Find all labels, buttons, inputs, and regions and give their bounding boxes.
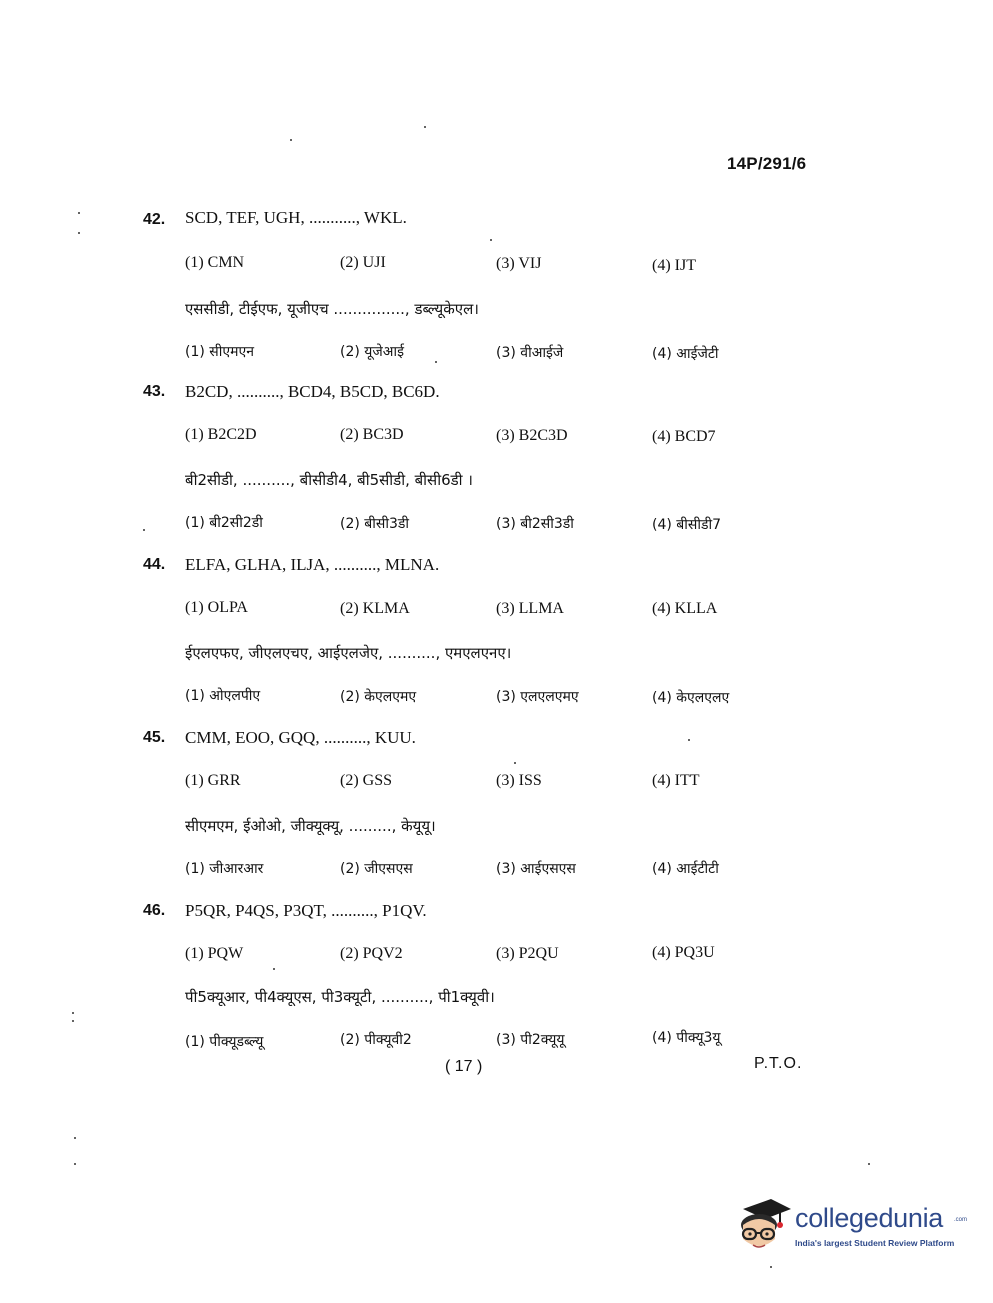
question-text-hindi: एससीडी, टीईएफ, यूजीएच ..............., डब्ल्यूकेएल। bbox=[185, 300, 479, 318]
option-1: (1) GRR bbox=[185, 772, 241, 789]
hindi-option-2: (2) पीक्यूवी2 bbox=[340, 1032, 412, 1048]
question-text: ELFA, GLHA, ILJA, .........., MLNA. bbox=[185, 555, 440, 574]
hindi-option-1: (1) पीक्यूडब्ल्यू bbox=[185, 1034, 264, 1050]
hindi-option-3: (3) वीआईजे bbox=[496, 345, 564, 361]
scan-speck bbox=[74, 1137, 76, 1139]
hindi-option-2: (2) यूजेआई bbox=[340, 344, 404, 360]
option-2: (2) KLMA bbox=[340, 600, 410, 617]
option-4: (4) IJT bbox=[652, 257, 696, 274]
option-3: (3) P2QU bbox=[496, 945, 559, 962]
question-text: P5QR, P4QS, P3QT, .........., P1QV. bbox=[185, 901, 427, 920]
scan-speck bbox=[74, 1163, 76, 1165]
question-number: 44. bbox=[143, 556, 166, 573]
question-number: 42. bbox=[143, 211, 166, 228]
option-2: (2) BC3D bbox=[340, 426, 404, 443]
scan-speck bbox=[78, 212, 80, 214]
hindi-option-1: (1) सीएमएन bbox=[185, 344, 254, 360]
scan-speck bbox=[424, 126, 426, 128]
pto-label: P.T.O. bbox=[754, 1055, 803, 1072]
question-number: 46. bbox=[143, 902, 166, 919]
question-number: 43. bbox=[143, 383, 166, 400]
mascot-icon bbox=[735, 1195, 793, 1257]
scan-speck bbox=[868, 1163, 870, 1165]
hindi-option-3: (3) बी2सी3डी bbox=[496, 516, 574, 532]
option-3: (3) B2C3D bbox=[496, 427, 568, 444]
logo-suffix: .com bbox=[954, 1217, 968, 1223]
hindi-option-2: (2) बीसी3डी bbox=[340, 516, 410, 532]
question-text-hindi: पी5क्यूआर, पी4क्यूएस, पी3क्यूटी, .........., पी1क्यूवी। bbox=[185, 988, 495, 1006]
question-text-hindi: ईएलएफए, जीएलएचए, आईएलजेए, .........., एमएलएनए। bbox=[185, 644, 512, 662]
hindi-option-3: (3) एलएलएमए bbox=[496, 689, 579, 705]
hindi-option-2: (2) केएलएमए bbox=[340, 689, 417, 705]
paper-code: 14P/291/6 bbox=[727, 154, 807, 173]
option-3: (3) ISS bbox=[496, 772, 542, 789]
question-text: B2CD, .........., BCD4, B5CD, BC6D. bbox=[185, 382, 440, 401]
option-1: (1) OLPA bbox=[185, 599, 248, 616]
hindi-option-4: (4) आईजेटी bbox=[652, 346, 719, 362]
hindi-option-1: (1) ओएलपीए bbox=[185, 688, 261, 704]
option-1: (1) B2C2D bbox=[185, 426, 257, 443]
hindi-option-2: (2) जीएसएस bbox=[340, 861, 413, 877]
scan-speck bbox=[72, 1012, 74, 1014]
collegedunia-logo bbox=[735, 1195, 968, 1257]
option-2: (2) UJI bbox=[340, 254, 386, 271]
hindi-option-4: (4) बीसीडी7 bbox=[652, 517, 722, 533]
question-text: CMM, EOO, GQQ, .........., KUU. bbox=[185, 728, 416, 747]
question-text-hindi: बी2सीडी, .........., बीसीडी4, बी5सीडी, बीसी6डी । bbox=[185, 471, 473, 489]
hindi-option-4: (4) केएलएलए bbox=[652, 690, 730, 706]
option-3: (3) LLMA bbox=[496, 600, 564, 617]
scan-speck bbox=[72, 1020, 74, 1022]
option-2: (2) GSS bbox=[340, 772, 393, 789]
scan-speck bbox=[273, 968, 275, 970]
hindi-option-4: (4) पीक्यू3यू bbox=[652, 1030, 721, 1046]
scan-speck bbox=[143, 529, 145, 531]
scan-speck bbox=[435, 361, 437, 363]
logo-wordmark: collegedunia bbox=[795, 1203, 944, 1233]
option-2: (2) PQV2 bbox=[340, 945, 403, 962]
scan-speck bbox=[490, 239, 492, 241]
scan-speck bbox=[688, 739, 690, 741]
option-4: (4) ITT bbox=[652, 772, 700, 789]
option-4: (4) BCD7 bbox=[652, 428, 716, 445]
question-text-hindi: सीएमएम, ईओओ, जीक्यूक्यू, ........., केयूयू। bbox=[185, 817, 436, 835]
scan-speck bbox=[514, 762, 516, 764]
scan-speck bbox=[78, 232, 80, 234]
option-4: (4) PQ3U bbox=[652, 944, 715, 961]
page-number: ( 17 ) bbox=[445, 1058, 483, 1075]
option-3: (3) VIJ bbox=[496, 255, 542, 272]
hindi-option-1: (1) बी2सी2डी bbox=[185, 515, 263, 531]
option-4: (4) KLLA bbox=[652, 600, 718, 617]
hindi-option-3: (3) आईएसएस bbox=[496, 861, 576, 877]
hindi-option-1: (1) जीआरआर bbox=[185, 861, 264, 877]
scan-speck bbox=[770, 1266, 772, 1268]
scan-speck bbox=[290, 139, 292, 141]
option-1: (1) CMN bbox=[185, 254, 245, 271]
question-number: 45. bbox=[143, 729, 166, 746]
hindi-option-3: (3) पी2क्यूयू bbox=[496, 1032, 565, 1048]
logo-tagline: India's largest Student Review Platform bbox=[795, 1238, 955, 1248]
hindi-option-4: (4) आईटीटी bbox=[652, 861, 719, 877]
question-text: SCD, TEF, UGH, ..........., WKL. bbox=[185, 208, 407, 227]
option-1: (1) PQW bbox=[185, 945, 244, 962]
